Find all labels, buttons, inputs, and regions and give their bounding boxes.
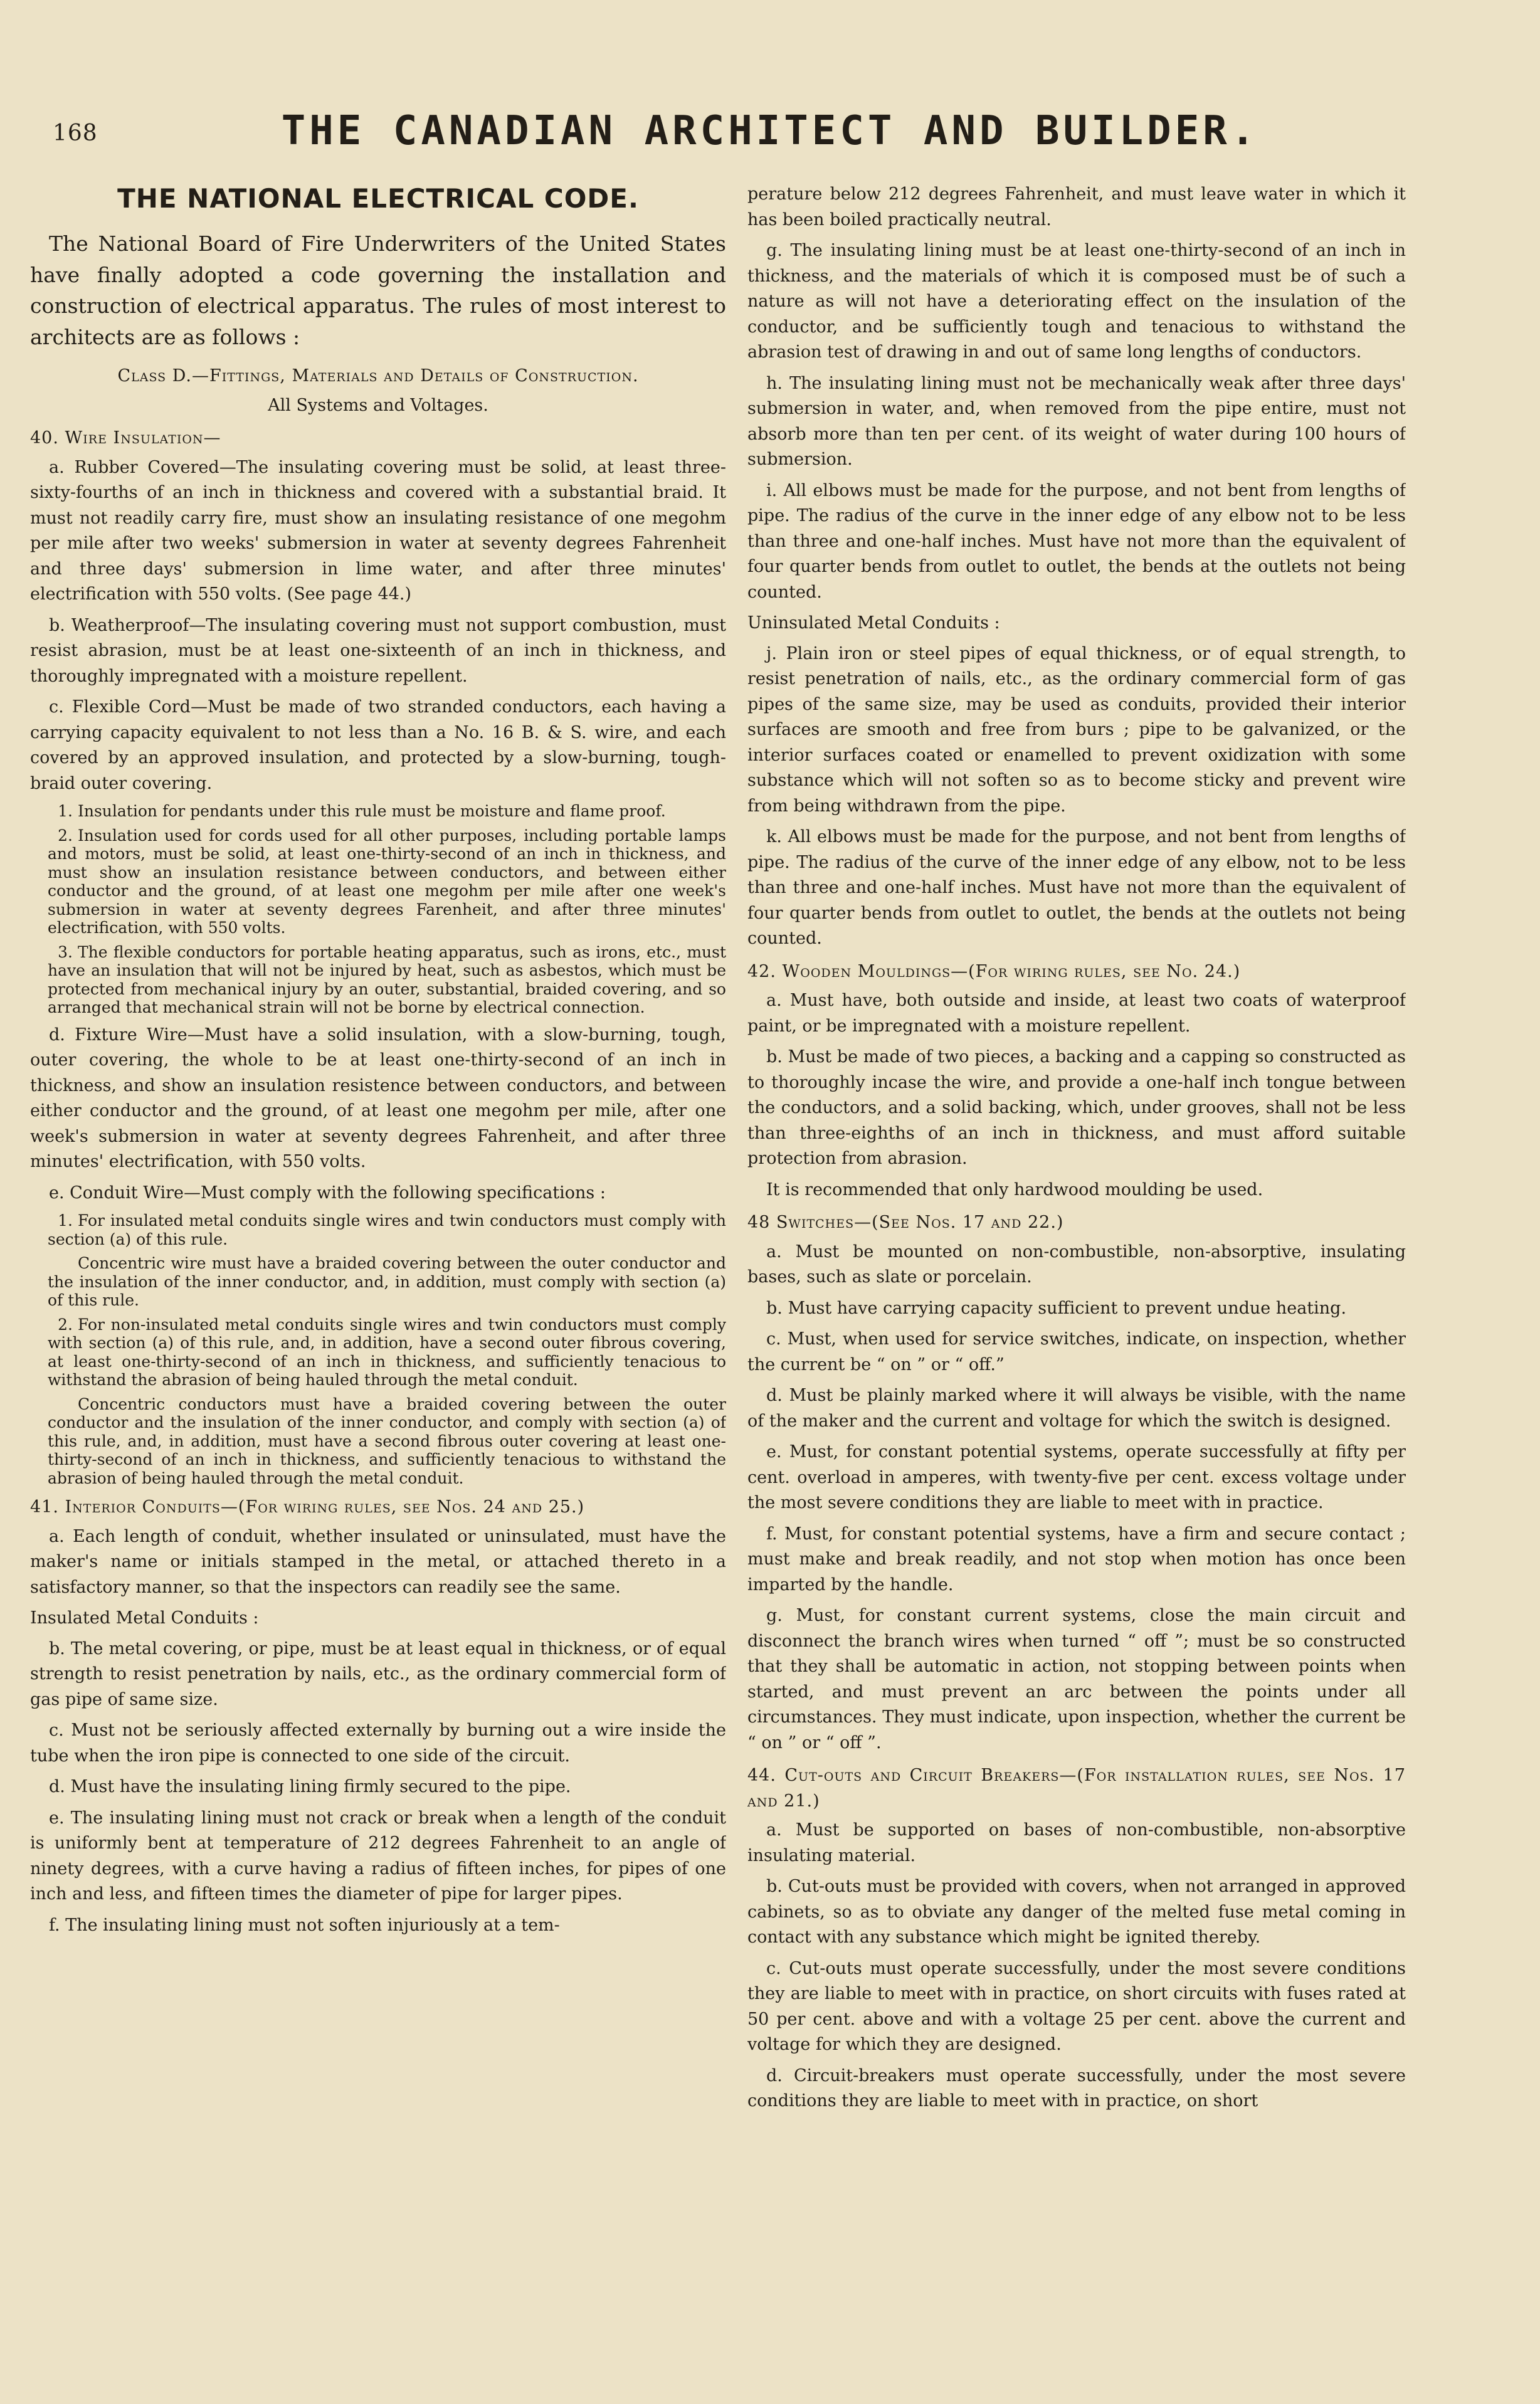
sub-clause [30, 802, 726, 821]
paragraph: d. Must have the insulating lining firmly secured to the pipe. [49, 1777, 571, 1796]
sub-clause-text: Insulation for pendants under this rule must be moisture and flame proof. [78, 802, 666, 820]
paragraph: f. The insulating lining must not soften injuriously at a tem- [49, 1915, 560, 1935]
paragraph: b. Weatherproof—The insulating covering must not support combustion, must resist abrasion, must be at least one-sixteenth of an inch in thickness, and thoroughly impregnated with a moisture repellent. [30, 615, 726, 686]
paragraph: a. Must have, both outside and inside, at least two coats of waterproof paint, or be impregnated with a moisture repellent. [747, 991, 1406, 1036]
sub-clause-text: Concentric wire must have a braided covering between the outer conductor and the insulation of the inner conductor, and, in addition, must comply with section (a) of this rule. [48, 1254, 726, 1309]
running-head: THE CANADIAN ARCHITECT AND BUILDER. [281, 108, 1259, 154]
paragraph: b. The metal covering, or pipe, must be at least equal in thickness, or of equal strength to resist penetration by nails, etc., as the ordinary commercial form of gas pipe of same size. [30, 1638, 726, 1709]
paragraph: a. Must be mounted on non-combustible, non-absorptive, insulating bases, such as slate or porcelain. [747, 1242, 1406, 1287]
page-number: 168 [53, 120, 98, 146]
paragraph: d. Circuit-breakers must operate successfully, under the most severe conditions they are liable to meet with in practice, on short [747, 2065, 1406, 2111]
paragraph: e. Conduit Wire—Must comply with the following specifications : [49, 1183, 606, 1203]
section-heading: 41. Interior Conduits—(For wiring rules, see Nos. 24 and 25.) [30, 1497, 585, 1517]
sub-clause-number: 1. [58, 1211, 73, 1230]
sub-clause-number: 3. [58, 942, 73, 961]
paragraph: c. Must, when used for service switches, indicate, on inspection, whether the current be “ on ” or “ off.” [747, 1329, 1406, 1374]
paragraph: c. Must not be seriously affected externally by burning out a wire inside the tube when the iron pipe is connected to one side of the circuit. [30, 1721, 726, 1766]
article-title: THE NATIONAL ELECTRICAL CODE. [117, 183, 639, 214]
sub-clause [30, 826, 726, 937]
paragraph: i. All elbows must be made for the purpose, and not bent from lengths of pipe. The radius of the curve in the inner edge of any elbow not to be less than three and one-half inches. Must have not more than the equivalent of four quarter bends from outlet to outlet, the bends at the outlets not being counted. [747, 480, 1406, 602]
section-heading: 48 Switches—(See Nos. 17 and 22.) [747, 1213, 1064, 1232]
paragraph: b. Must have carrying capacity sufficient to prevent undue heating. [766, 1298, 1347, 1318]
subsection-heading: Insulated Metal Conduits : [30, 1608, 259, 1628]
paragraph: d. Fixture Wire—Must have a solid insulation, with a slow-burning, tough, outer covering, the whole to be at least one-thirty-second of an inch in thickness, and show an insulation resistence between conductors, and between either conductor and the ground, of at least one megohm per mile, after one week's submersion in water at seventy degrees Fahrenheit, and after three minutes' electrification, with 550 volts. [30, 1025, 726, 1171]
sub-clause [30, 1211, 726, 1248]
sub-clause-text: Insulation used for cords used for all other purposes, including portable lamps and motors, must be solid, at least one-thirty-second of an inch in thickness, and must show an insulation resistance between conductors, and between either conductor and the ground, of at least one megohm per mile after one week's submersion in water at seventy degrees Farenheit, and after three minutes' electrification, with 550 volts. [48, 826, 726, 937]
sub-clause-text: Concentric conductors must have a braided covering between the outer conductor and the insulation of the inner conductor, and comply with section (a) of this rule, and, in addition, must have a second fibrous outer covering at least one-thirty-second of an inch in thickness, and sufficiently tenacious to withstand the abrasion of being hauled through the metal conduit. [48, 1394, 726, 1487]
paragraph: It is recommended that only hardwood moulding be used. [766, 1179, 1263, 1199]
paragraph: e. The insulating lining must not crack or break when a length of the conduit is uniformly bent at temperature of 212 degrees Fahrenheit to an angle of ninety degrees, with a curve having a radius of fifteen inches, for pipes of one inch and less, and fifteen times the diameter of pipe for larger pipes. [30, 1808, 726, 1904]
left-column [30, 179, 726, 2386]
class-heading: Class D.—Fittings, Materials and Details of Construction. [117, 366, 639, 386]
paragraph: a. Rubber Covered—The insulating covering must be solid, at least three-sixty-fourths of an inch in thickness and covered with a substantial braid. It must not readily carry fire, must show an insulating resistance of one megohm per mile after two weeks' submersion in water at seventy degrees Fahrenheit and three days' submersion in lime water, and after three minutes' electrification with 550 volts. (See page 44.) [30, 457, 726, 604]
paragraph: k. All elbows must be made for the purpose, and not bent from lengths of pipe. The radius of the curve of the inner edge of any elbow, not to be less than three and one-half inches. Must have not more than the equivalent of four quarter bends from outlet to outlet, the bends at the outlets not being counted. [747, 827, 1406, 948]
paragraph: d. Must be plainly marked where it will always be visible, with the name of the maker and the current and voltage for which the switch is designed. [747, 1386, 1406, 1431]
paragraph: b. Must be made of two pieces, a backing and a capping so constructed as to thoroughly incase the wire, and provide a one-half inch tongue between the conductors, and a solid backing, which, under grooves, shall not be less than three-eighths of an inch in thickness, and must afford suitable protection from abrasion. [747, 1047, 1406, 1168]
paragraph: b. Cut-outs must be provided with covers, when not arranged in approved cabinets, so as to obviate any danger of the melted fuse metal coming in contact with any substance which might be ignited thereby. [747, 1877, 1406, 1947]
left-column-body [30, 228, 726, 1938]
paragraph: c. Cut-outs must operate successfully, under the most severe conditions they are liable to meet with in practice, on short circuits with fuses rated at 50 per cent. above and with a voltage 25 per cent. above the current and voltage for which they are designed. [747, 1958, 1406, 2054]
subsection-heading: Uninsulated Metal Conduits : [747, 613, 1000, 633]
sub-clause-text: For non-insulated metal conduits single wires and twin conductors must comply with section (a) of this rule, and, in addition, have a second outer fibrous covering, at least one-thirty-second of an inch in thickness, and sufficiently tenacious to withstand the abrasion of being hauled through the metal conduit. [48, 1315, 726, 1389]
centered-heading: All Systems and Voltages. [268, 395, 488, 415]
paragraph-continuation: perature below 212 degrees Fahrenheit, and must leave water in which it has been boiled practically neutral. [747, 184, 1406, 229]
sub-clause [30, 943, 726, 1017]
paragraph: f. Must, for constant potential systems, have a firm and secure contact ; must make and break readily, and not stop when motion has once been imparted by the handle. [747, 1524, 1406, 1595]
paragraph: g. Must, for constant current systems, close the main circuit and disconnect the branch wires when turned “ off ”; must be so constructed that they shall be automatic in action, not stopping between points when started, and must prevent an arc between the points under all circumstances. They must indicate, upon inspection, whether the current be “ on ” or “ off ”. [747, 1606, 1406, 1753]
paragraph: g. The insulating lining must be at least one-thirty-second of an inch in thickness, and the materials of which it is composed must be of such a nature as will not have a deteriorating effect on the insulation of the conductor, and be sufficiently tough and tenacious to withstand the abrasion test of drawing in and out of same long lengths of conductors. [747, 241, 1406, 362]
paragraph: e. Must, for constant potential systems, operate successfully at fifty per cent. overload in amperes, with twenty-five per cent. excess voltage under the most severe conditions they are liable to meet with in practice. [747, 1442, 1406, 1512]
sub-clause [30, 1315, 726, 1389]
sub-clause-text: For insulated metal conduits single wires and twin conductors must comply with section (a) of this rule. [48, 1211, 726, 1248]
paragraph: a. Each length of conduit, whether insulated or uninsulated, must have the maker's name or initials stamped in the metal, or attached thereto in a satisfactory manner, so that the inspectors can readily see the same. [30, 1526, 726, 1597]
sub-clause-number: 2. [58, 1315, 73, 1334]
intro-paragraph: The National Board of Fire Underwriters of the United States have finally adopted a code governing the installation and construction of electrical apparatus. The rules of most interest to architects are as follows : [30, 231, 726, 349]
section-heading: 42. Wooden Mouldings—(For wiring rules, see No. 24.) [747, 961, 1241, 981]
paragraph: a. Must be supported on bases of non-combustible, non-absorptive insulating material. [747, 1820, 1406, 1865]
sub-clause [30, 1395, 726, 1488]
section-heading: 44. Cut-outs and Circuit Breakers—(For installation rules, see Nos. 17 and 21.) [747, 1766, 1406, 1811]
sub-clause-text: The flexible conductors for portable heating apparatus, such as irons, etc., must have an insulation that will not be injured by heat, such as asbestos, which must be protected from mechanical injury by an outer, substantial, braided covering, and so arranged that mechanical strain will not be borne by electrical connection. [48, 942, 726, 1016]
sub-clause [30, 1254, 726, 1310]
paragraph: c. Flexible Cord—Must be made of two stranded conductors, each having a carrying capacity equivalent to not less than a No. 16 B. & S. wire, and each covered by an approved insulation, and protected by a slow-burning, tough-braid outer covering. [30, 697, 726, 793]
sub-clause-number: 1. [58, 802, 73, 820]
right-column [747, 182, 1406, 2389]
paragraph: h. The insulating lining must not be mechanically weak after three days' submersion in water, and, when removed from the pipe entire, must not absorb more than ten per cent. of its weight of water during 100 hours of submersion. [747, 373, 1406, 469]
right-column-body [747, 182, 1406, 2114]
section-heading: 40. Wire Insulation— [30, 428, 221, 448]
sub-clause-number: 2. [58, 826, 73, 845]
paragraph: j. Plain iron or steel pipes of equal thickness, or of equal strength, to resist penetration of nails, etc., as the ordinary commercial form of gas pipes of the same size, may be used as conduits, provided their interior surfaces are smooth and free from burs ; pipe to be galvanized, or the interior surfaces coated or enamelled to prevent oxidization with some substance which will not soften so as to become sticky and prevent wire from being withdrawn from the pipe. [747, 643, 1406, 816]
